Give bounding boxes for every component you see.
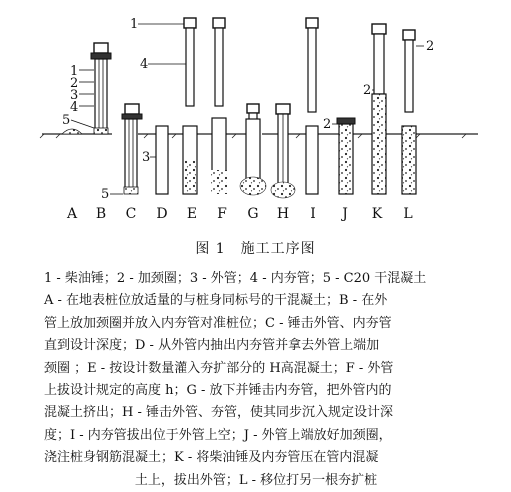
legend-line: 土上，拔出外管；L - 移位打另一根夯扩桩 <box>134 472 378 488</box>
legend-line: 1 - 柴油锤；2 - 加颈圈；3 - 外管；4 - 内夯管；5 - C20 干混凝土 <box>44 271 427 286</box>
step-h-resink <box>271 104 295 198</box>
step-c-driven-pipe <box>122 104 142 194</box>
callout-j-2: 2 <box>323 117 332 132</box>
step-letter: K <box>371 206 383 222</box>
callout-b-4: 4 <box>70 100 79 115</box>
step-letter: J <box>342 206 348 222</box>
step-j-pour-concrete <box>337 118 355 194</box>
callout-b-2: 2 <box>70 76 79 91</box>
step-letter: F <box>217 206 227 222</box>
legend-line: 度；I - 内夯管拔出位于外管上空；J - 外管上端放好加颈圈， <box>44 427 392 443</box>
legend-line: 混凝土挤出；H - 锤击外管、夯管，使其同步沉入规定设计深 <box>44 405 393 421</box>
step-a-concrete-heap <box>62 129 82 134</box>
legend-line: 上拔设计规定的高度 h；G - 放下并锤击内夯管，把外管内的 <box>44 383 392 399</box>
step-f-lift-pipe <box>211 18 227 194</box>
step-e-fill-concrete <box>183 18 197 194</box>
step-letter: D <box>156 206 168 222</box>
callout-e-4: 4 <box>140 57 149 72</box>
step-letter: I <box>310 206 316 222</box>
legend-line: A - 在地表桩位放适量的与桩身同标号的干混凝土；B - 在外 <box>44 293 388 309</box>
callout-b-3: 3 <box>70 88 79 103</box>
step-b-assembly <box>91 43 111 134</box>
step-l-next-pile <box>402 30 416 194</box>
callout-i-2: 2 <box>426 39 435 54</box>
figure-caption: 图 1 施工工序图 <box>195 241 316 257</box>
callout-c-5: 5 <box>101 187 110 202</box>
step-g-tamp <box>240 104 266 195</box>
step-letter: G <box>247 206 259 222</box>
legend-line: 颈圈 ；E - 按设计数量灌入夯扩部分的 H高混凝土；F - 外管 <box>44 360 394 376</box>
step-k-pull-pipe <box>372 24 386 194</box>
legend-line: 浇注桩身钢筋混凝土；K - 将柴油锤及内夯管压在管内混凝 <box>44 450 379 466</box>
callout-e-1: 1 <box>130 17 139 32</box>
step-letter: L <box>403 206 413 222</box>
step-i-raise-tamper <box>306 18 318 194</box>
step-d-outer-pipe <box>156 126 168 194</box>
step-letter: B <box>95 206 107 222</box>
callout-k-2: 2 <box>363 83 372 98</box>
step-letter: E <box>186 206 198 222</box>
legend-line: 直到设计深度；D - 从外管内抽出内夯管并拿去外管上端加 <box>44 338 380 354</box>
callout-b-1: 1 <box>70 64 79 79</box>
step-letter: A <box>66 206 78 222</box>
callout-b-5: 5 <box>62 113 71 128</box>
figure-legend <box>44 268 468 492</box>
step-letter: H <box>276 206 290 222</box>
construction-process-diagram <box>0 0 511 236</box>
callout-d-3: 3 <box>142 150 151 165</box>
legend-line: 管上放加颈圈并放入内夯管对准桩位；C - 锤击外管、内夯管 <box>44 315 392 331</box>
step-letter: C <box>125 206 137 222</box>
